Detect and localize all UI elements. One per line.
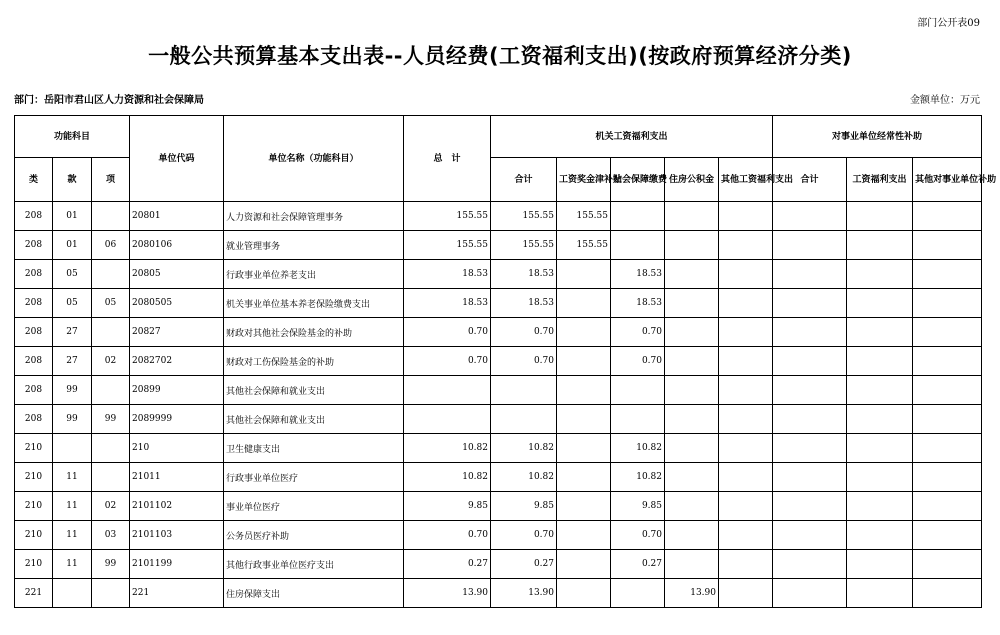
- cell-org-social: [611, 202, 665, 231]
- cell-org-other: [719, 347, 773, 376]
- cell-org-wage: 155.55: [557, 202, 611, 231]
- cell-org-total: 0.70: [491, 347, 557, 376]
- cell-name: 事业单位医疗: [224, 492, 404, 521]
- expenditure-table: [14, 115, 997, 608]
- cell-kuan: 01: [53, 231, 92, 260]
- cell-org-total: 10.82: [491, 434, 557, 463]
- cell-name: 人力资源和社会保障管理事务: [224, 202, 404, 231]
- cell-xiang: 99: [92, 405, 130, 434]
- cell-kuan: [53, 579, 92, 608]
- cell-lei: 208: [15, 260, 53, 289]
- cell-sub-wage: [847, 463, 913, 492]
- cell-org-total: 155.55: [491, 202, 557, 231]
- cell-xiang: [92, 434, 130, 463]
- cell-total: 155.55: [404, 231, 491, 260]
- cell-sub-wage: [847, 318, 913, 347]
- cell-org-social: [611, 579, 665, 608]
- cell-org-wage: [557, 405, 611, 434]
- cell-sub-other: [913, 202, 982, 231]
- table-row: [15, 463, 982, 492]
- header-unit-name: 单位名称（功能科目）: [224, 116, 404, 202]
- cell-sub-total: [773, 579, 847, 608]
- cell-xiang: [92, 318, 130, 347]
- cell-sub-total: [773, 318, 847, 347]
- cell-org-wage: [557, 376, 611, 405]
- cell-org-other: [719, 579, 773, 608]
- cell-kuan: [53, 434, 92, 463]
- cell-org-housing: [665, 202, 719, 231]
- cell-org-housing: [665, 260, 719, 289]
- cell-name: 住房保障支出: [224, 579, 404, 608]
- cell-org-social: 18.53: [611, 289, 665, 318]
- header-row-1: [15, 116, 982, 158]
- cell-sub-wage: [847, 376, 913, 405]
- cell-sub-wage: [847, 289, 913, 318]
- cell-kuan: 01: [53, 202, 92, 231]
- header-unit-code: 单位代码: [130, 116, 224, 202]
- cell-org-other: [719, 376, 773, 405]
- header-org-housing: 住房公积金: [665, 158, 719, 202]
- cell-org-wage: [557, 521, 611, 550]
- cell-sub-wage: [847, 550, 913, 579]
- cell-org-other: [719, 405, 773, 434]
- cell-org-wage: [557, 492, 611, 521]
- cell-sub-total: [773, 492, 847, 521]
- cell-org-total: [491, 376, 557, 405]
- cell-code: 20827: [130, 318, 224, 347]
- cell-org-social: 0.70: [611, 318, 665, 347]
- cell-sub-other: [913, 260, 982, 289]
- table-row: [15, 260, 982, 289]
- header-org-wage-group: 机关工资福利支出: [491, 116, 773, 158]
- cell-sub-total: [773, 550, 847, 579]
- cell-org-total: 10.82: [491, 463, 557, 492]
- table-row: [15, 202, 982, 231]
- cell-lei: 210: [15, 550, 53, 579]
- cell-lei: 221: [15, 579, 53, 608]
- cell-sub-wage: [847, 231, 913, 260]
- cell-org-wage: [557, 434, 611, 463]
- cell-org-wage: [557, 289, 611, 318]
- cell-name: 卫生健康支出: [224, 434, 404, 463]
- cell-kuan: 11: [53, 463, 92, 492]
- cell-lei: 210: [15, 521, 53, 550]
- cell-org-social: 9.85: [611, 492, 665, 521]
- cell-xiang: [92, 260, 130, 289]
- cell-code: 2101199: [130, 550, 224, 579]
- cell-org-social: 0.27: [611, 550, 665, 579]
- cell-org-other: [719, 289, 773, 318]
- cell-code: 21011: [130, 463, 224, 492]
- cell-total: 18.53: [404, 289, 491, 318]
- cell-name: 其他社会保障和就业支出: [224, 405, 404, 434]
- cell-code: 2082702: [130, 347, 224, 376]
- cell-sub-other: [913, 289, 982, 318]
- cell-name: 行政事业单位养老支出: [224, 260, 404, 289]
- header-xiang: 项: [92, 158, 130, 202]
- cell-org-social: 10.82: [611, 434, 665, 463]
- cell-org-total: 0.70: [491, 318, 557, 347]
- cell-org-housing: [665, 347, 719, 376]
- cell-xiang: 03: [92, 521, 130, 550]
- cell-org-social: 0.70: [611, 521, 665, 550]
- header-sub-wage: 工资福利支出: [847, 158, 913, 202]
- cell-org-social: [611, 376, 665, 405]
- cell-lei: 210: [15, 463, 53, 492]
- cell-total: 13.90: [404, 579, 491, 608]
- cell-name: 公务员医疗补助: [224, 521, 404, 550]
- cell-xiang: 02: [92, 347, 130, 376]
- cell-kuan: 27: [53, 347, 92, 376]
- cell-total: [404, 376, 491, 405]
- cell-xiang: 02: [92, 492, 130, 521]
- cell-total: 0.27: [404, 550, 491, 579]
- cell-total: 0.70: [404, 521, 491, 550]
- header-org-social: 社会保障缴费: [611, 158, 665, 202]
- cell-name: 就业管理事务: [224, 231, 404, 260]
- cell-sub-wage: [847, 202, 913, 231]
- cell-org-social: 18.53: [611, 260, 665, 289]
- header-org-wage: 工资奖金津补贴: [557, 158, 611, 202]
- cell-lei: 208: [15, 347, 53, 376]
- header-subsidy-group: 对事业单位经常性补助: [773, 116, 982, 158]
- cell-org-wage: [557, 579, 611, 608]
- table-row: [15, 318, 982, 347]
- cell-sub-other: [913, 347, 982, 376]
- table-number-label: 部门公开表09: [917, 18, 980, 29]
- table-row: [15, 434, 982, 463]
- cell-xiang: [92, 202, 130, 231]
- cell-kuan: 05: [53, 289, 92, 318]
- cell-code: 2101102: [130, 492, 224, 521]
- cell-org-other: [719, 231, 773, 260]
- header-org-other: 其他工资福利支出: [719, 158, 773, 202]
- cell-org-other: [719, 202, 773, 231]
- cell-org-wage: [557, 550, 611, 579]
- cell-org-total: 155.55: [491, 231, 557, 260]
- table-row: [15, 347, 982, 376]
- header-func-subject: 功能科目: [15, 116, 130, 158]
- cell-org-total: [491, 405, 557, 434]
- cell-sub-total: [773, 260, 847, 289]
- cell-org-housing: 13.90: [665, 579, 719, 608]
- cell-org-total: 9.85: [491, 492, 557, 521]
- cell-org-housing: [665, 463, 719, 492]
- cell-sub-total: [773, 202, 847, 231]
- cell-org-other: [719, 492, 773, 521]
- cell-xiang: [92, 376, 130, 405]
- header-sub-total: 合计: [773, 158, 847, 202]
- cell-org-social: 10.82: [611, 463, 665, 492]
- cell-org-total: 13.90: [491, 579, 557, 608]
- cell-lei: 208: [15, 231, 53, 260]
- table-body: [15, 202, 982, 608]
- header-org-total: 合计: [491, 158, 557, 202]
- cell-sub-other: [913, 550, 982, 579]
- cell-org-other: [719, 550, 773, 579]
- cell-lei: 208: [15, 376, 53, 405]
- department-label: 部门：岳阳市君山区人力资源和社会保障局: [14, 95, 204, 106]
- cell-org-social: [611, 231, 665, 260]
- cell-org-other: [719, 434, 773, 463]
- table-row: [15, 376, 982, 405]
- document-title: 一般公共预算基本支出表--人员经费(工资福利支出)(按政府预算经济分类): [148, 44, 852, 68]
- cell-sub-other: [913, 434, 982, 463]
- cell-org-total: 0.70: [491, 521, 557, 550]
- header-sub-other: 其他对事业单位补助: [913, 158, 982, 202]
- cell-sub-total: [773, 231, 847, 260]
- cell-lei: 210: [15, 492, 53, 521]
- cell-sub-wage: [847, 521, 913, 550]
- cell-name: 财政对工伤保险基金的补助: [224, 347, 404, 376]
- cell-name: 机关事业单位基本养老保险缴费支出: [224, 289, 404, 318]
- cell-kuan: 99: [53, 405, 92, 434]
- cell-org-housing: [665, 550, 719, 579]
- meta-row: [14, 91, 980, 105]
- cell-sub-wage: [847, 434, 913, 463]
- cell-code: 2080505: [130, 289, 224, 318]
- cell-kuan: 11: [53, 521, 92, 550]
- cell-code: 20805: [130, 260, 224, 289]
- cell-lei: 208: [15, 318, 53, 347]
- cell-total: 0.70: [404, 318, 491, 347]
- cell-sub-other: [913, 463, 982, 492]
- cell-sub-wage: [847, 405, 913, 434]
- cell-sub-other: [913, 405, 982, 434]
- cell-lei: 208: [15, 202, 53, 231]
- cell-org-wage: 155.55: [557, 231, 611, 260]
- cell-name: 财政对其他社会保险基金的补助: [224, 318, 404, 347]
- cell-xiang: 99: [92, 550, 130, 579]
- cell-org-housing: [665, 434, 719, 463]
- cell-sub-other: [913, 579, 982, 608]
- cell-sub-other: [913, 318, 982, 347]
- cell-sub-total: [773, 521, 847, 550]
- cell-code: 2101103: [130, 521, 224, 550]
- cell-sub-wage: [847, 347, 913, 376]
- cell-sub-total: [773, 405, 847, 434]
- table-row: [15, 289, 982, 318]
- cell-org-housing: [665, 376, 719, 405]
- header-total: 总 计: [404, 116, 491, 202]
- cell-lei: 208: [15, 405, 53, 434]
- cell-code: 20801: [130, 202, 224, 231]
- table-row: [15, 521, 982, 550]
- cell-sub-wage: [847, 579, 913, 608]
- cell-org-housing: [665, 405, 719, 434]
- cell-org-social: 0.70: [611, 347, 665, 376]
- cell-org-total: 0.27: [491, 550, 557, 579]
- cell-kuan: 99: [53, 376, 92, 405]
- cell-org-other: [719, 318, 773, 347]
- cell-org-wage: [557, 347, 611, 376]
- cell-total: 155.55: [404, 202, 491, 231]
- cell-org-housing: [665, 289, 719, 318]
- cell-sub-other: [913, 231, 982, 260]
- cell-lei: 208: [15, 289, 53, 318]
- cell-sub-wage: [847, 492, 913, 521]
- cell-org-wage: [557, 318, 611, 347]
- cell-code: 221: [130, 579, 224, 608]
- cell-xiang: 05: [92, 289, 130, 318]
- amount-unit-label: 金额单位：万元: [910, 95, 980, 106]
- cell-name: 其他社会保障和就业支出: [224, 376, 404, 405]
- cell-sub-other: [913, 521, 982, 550]
- cell-org-housing: [665, 521, 719, 550]
- table-row: [15, 405, 982, 434]
- cell-org-social: [611, 405, 665, 434]
- cell-total: 18.53: [404, 260, 491, 289]
- cell-xiang: 06: [92, 231, 130, 260]
- cell-sub-other: [913, 492, 982, 521]
- cell-org-other: [719, 260, 773, 289]
- header-kuan: 款: [53, 158, 92, 202]
- table-row: [15, 550, 982, 579]
- cell-code: 2089999: [130, 405, 224, 434]
- cell-org-total: 18.53: [491, 289, 557, 318]
- cell-xiang: [92, 463, 130, 492]
- cell-sub-total: [773, 463, 847, 492]
- cell-sub-wage: [847, 260, 913, 289]
- cell-kuan: 05: [53, 260, 92, 289]
- cell-total: 0.70: [404, 347, 491, 376]
- cell-total: 10.82: [404, 434, 491, 463]
- cell-org-wage: [557, 260, 611, 289]
- cell-code: 2080106: [130, 231, 224, 260]
- header-lei: 类: [15, 158, 53, 202]
- cell-sub-other: [913, 376, 982, 405]
- cell-code: 210: [130, 434, 224, 463]
- cell-org-housing: [665, 318, 719, 347]
- cell-org-housing: [665, 492, 719, 521]
- cell-sub-total: [773, 376, 847, 405]
- cell-kuan: 11: [53, 550, 92, 579]
- cell-kuan: 11: [53, 492, 92, 521]
- cell-sub-total: [773, 289, 847, 318]
- cell-total: 10.82: [404, 463, 491, 492]
- cell-org-other: [719, 463, 773, 492]
- cell-org-other: [719, 521, 773, 550]
- cell-total: [404, 405, 491, 434]
- cell-name: 行政事业单位医疗: [224, 463, 404, 492]
- cell-org-housing: [665, 231, 719, 260]
- cell-org-wage: [557, 463, 611, 492]
- cell-xiang: [92, 579, 130, 608]
- table-row: [15, 492, 982, 521]
- cell-total: 9.85: [404, 492, 491, 521]
- cell-code: 20899: [130, 376, 224, 405]
- cell-org-total: 18.53: [491, 260, 557, 289]
- table-row: [15, 579, 982, 608]
- cell-name: 其他行政事业单位医疗支出: [224, 550, 404, 579]
- cell-sub-total: [773, 434, 847, 463]
- cell-sub-total: [773, 347, 847, 376]
- cell-kuan: 27: [53, 318, 92, 347]
- table-row: [15, 231, 982, 260]
- cell-lei: 210: [15, 434, 53, 463]
